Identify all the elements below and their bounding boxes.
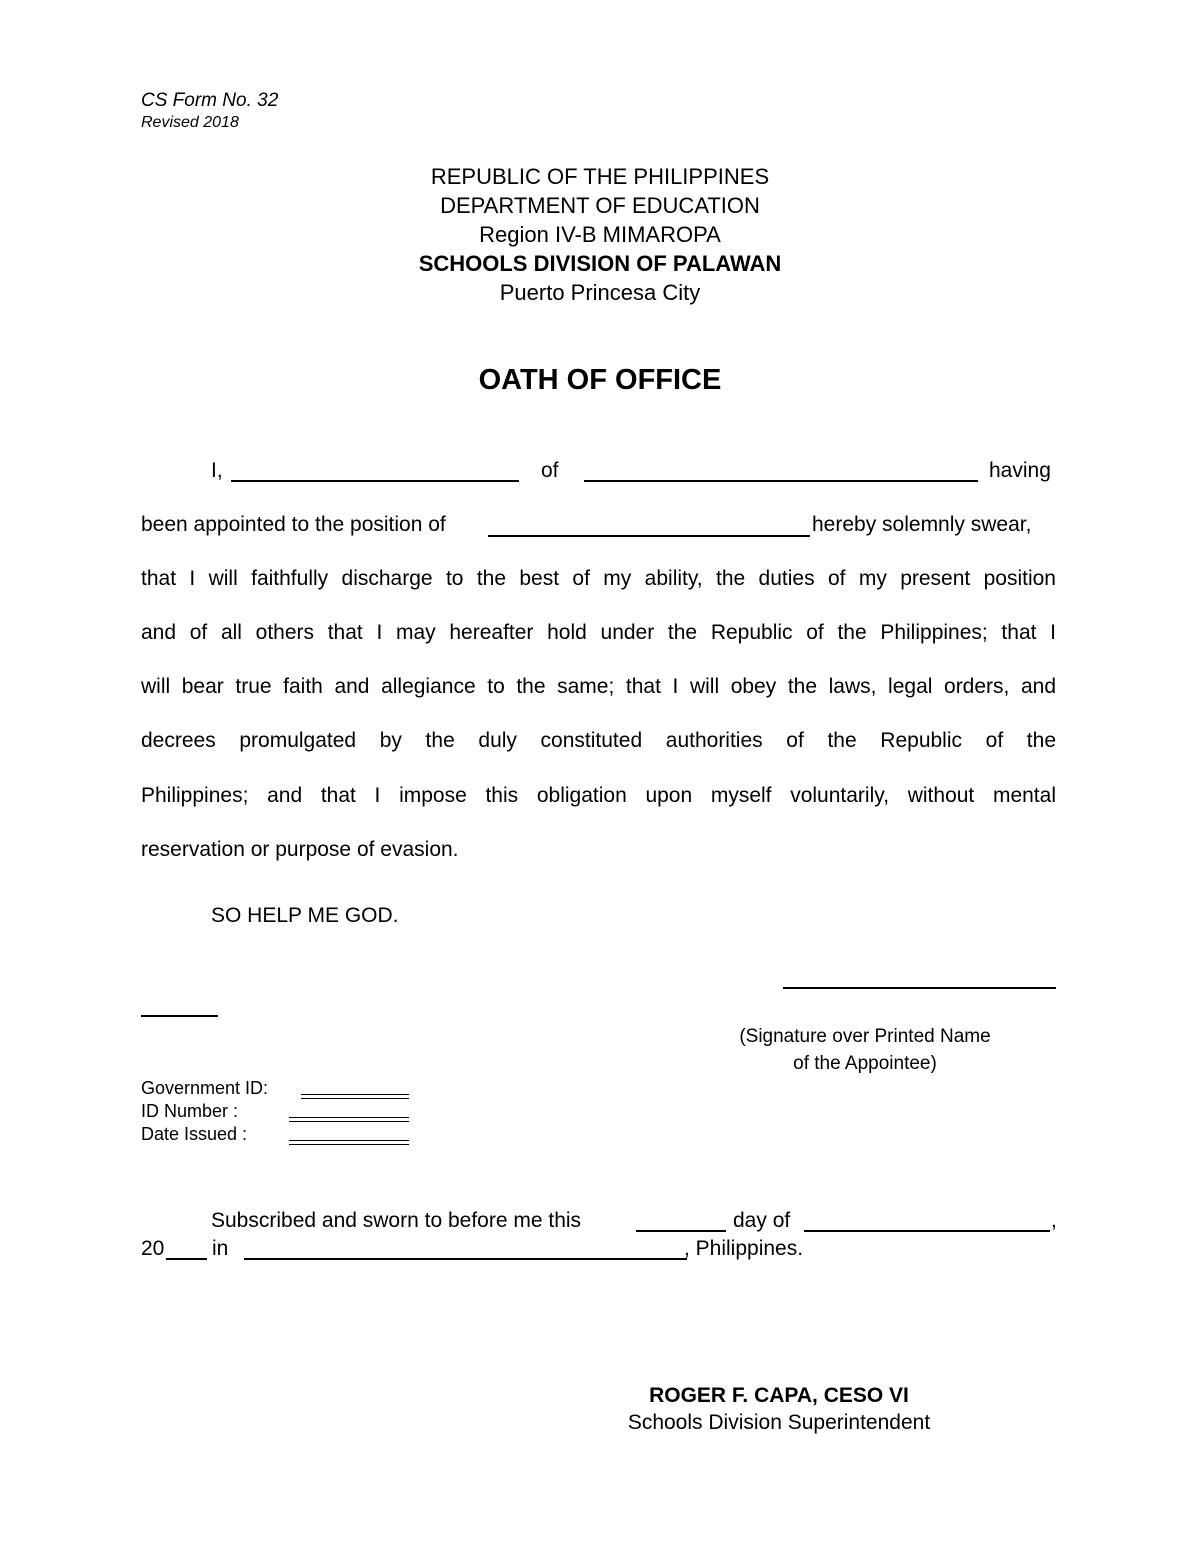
official-name: ROGER F. CAPA, CESO VI [649, 1384, 909, 1407]
position-blank [488, 535, 810, 537]
oath-line-1: that I will faithfully discharge to the best of my ability, the duties of my present position [141, 567, 1056, 590]
subscribed-text: Subscribed and sworn to before me this [211, 1209, 582, 1232]
date-issued-label: Date Issued : [141, 1124, 248, 1144]
philippines-text: , Philippines. [684, 1237, 804, 1260]
government-id-blank [301, 1094, 409, 1099]
year-blank [166, 1258, 207, 1260]
form-revision: Revised 2018 [141, 114, 239, 131]
name-blank [231, 480, 519, 482]
oath-i: I, [211, 459, 223, 482]
short-line [141, 1015, 218, 1017]
oath-line-2: and of all others that I may hereafter hold under the Republic of the Philippines; that I [141, 621, 1056, 644]
oath-closing: SO HELP ME GOD. [211, 904, 399, 927]
official-position: Schools Division Superintendent [627, 1411, 931, 1434]
form-number: CS Form No. 32 [141, 90, 279, 111]
header-region: Region IV-B MIMAROPA [479, 222, 721, 247]
signature-line [783, 987, 1056, 989]
date-issued-blank [289, 1140, 409, 1145]
in-text: in [212, 1237, 229, 1260]
office-blank [584, 480, 978, 482]
oath-appointed: been appointed to the position of [141, 513, 446, 536]
oath-swear: hereby solemnly swear, [812, 513, 1032, 536]
oath-having: having [989, 459, 1051, 482]
oath-of: of [541, 459, 559, 482]
header-department: DEPARTMENT OF EDUCATION [440, 193, 760, 218]
government-id-label: Government ID: [141, 1078, 269, 1098]
header-republic: REPUBLIC OF THE PHILIPPINES [430, 164, 770, 189]
signature-caption-1: (Signature over Printed Name [739, 1026, 991, 1047]
id-number-label: ID Number : [141, 1101, 239, 1121]
day-blank [636, 1230, 726, 1232]
month-blank [804, 1230, 1050, 1232]
comma-text: , [1051, 1209, 1057, 1232]
page-title: OATH OF OFFICE [478, 364, 722, 396]
year-prefix: 20 [141, 1237, 165, 1260]
oath-line-6: reservation or purpose of evasion. [141, 838, 459, 861]
signature-caption-2: of the Appointee) [793, 1053, 937, 1074]
header-division: SCHOOLS DIVISION OF PALAWAN [418, 251, 782, 276]
oath-line-5: Philippines; and that I impose this obligation upon myself voluntarily, without mental [141, 784, 1056, 807]
id-number-blank [289, 1117, 409, 1122]
place-blank [244, 1258, 687, 1260]
oath-line-4: decrees promulgated by the duly constituted authorities of the Republic of the [141, 729, 1056, 752]
day-of-text: day of [733, 1209, 791, 1232]
oath-line-3: will bear true faith and allegiance to the same; that I will obey the laws, legal orders, and [141, 675, 1056, 698]
header-city: Puerto Princesa City [499, 280, 701, 305]
